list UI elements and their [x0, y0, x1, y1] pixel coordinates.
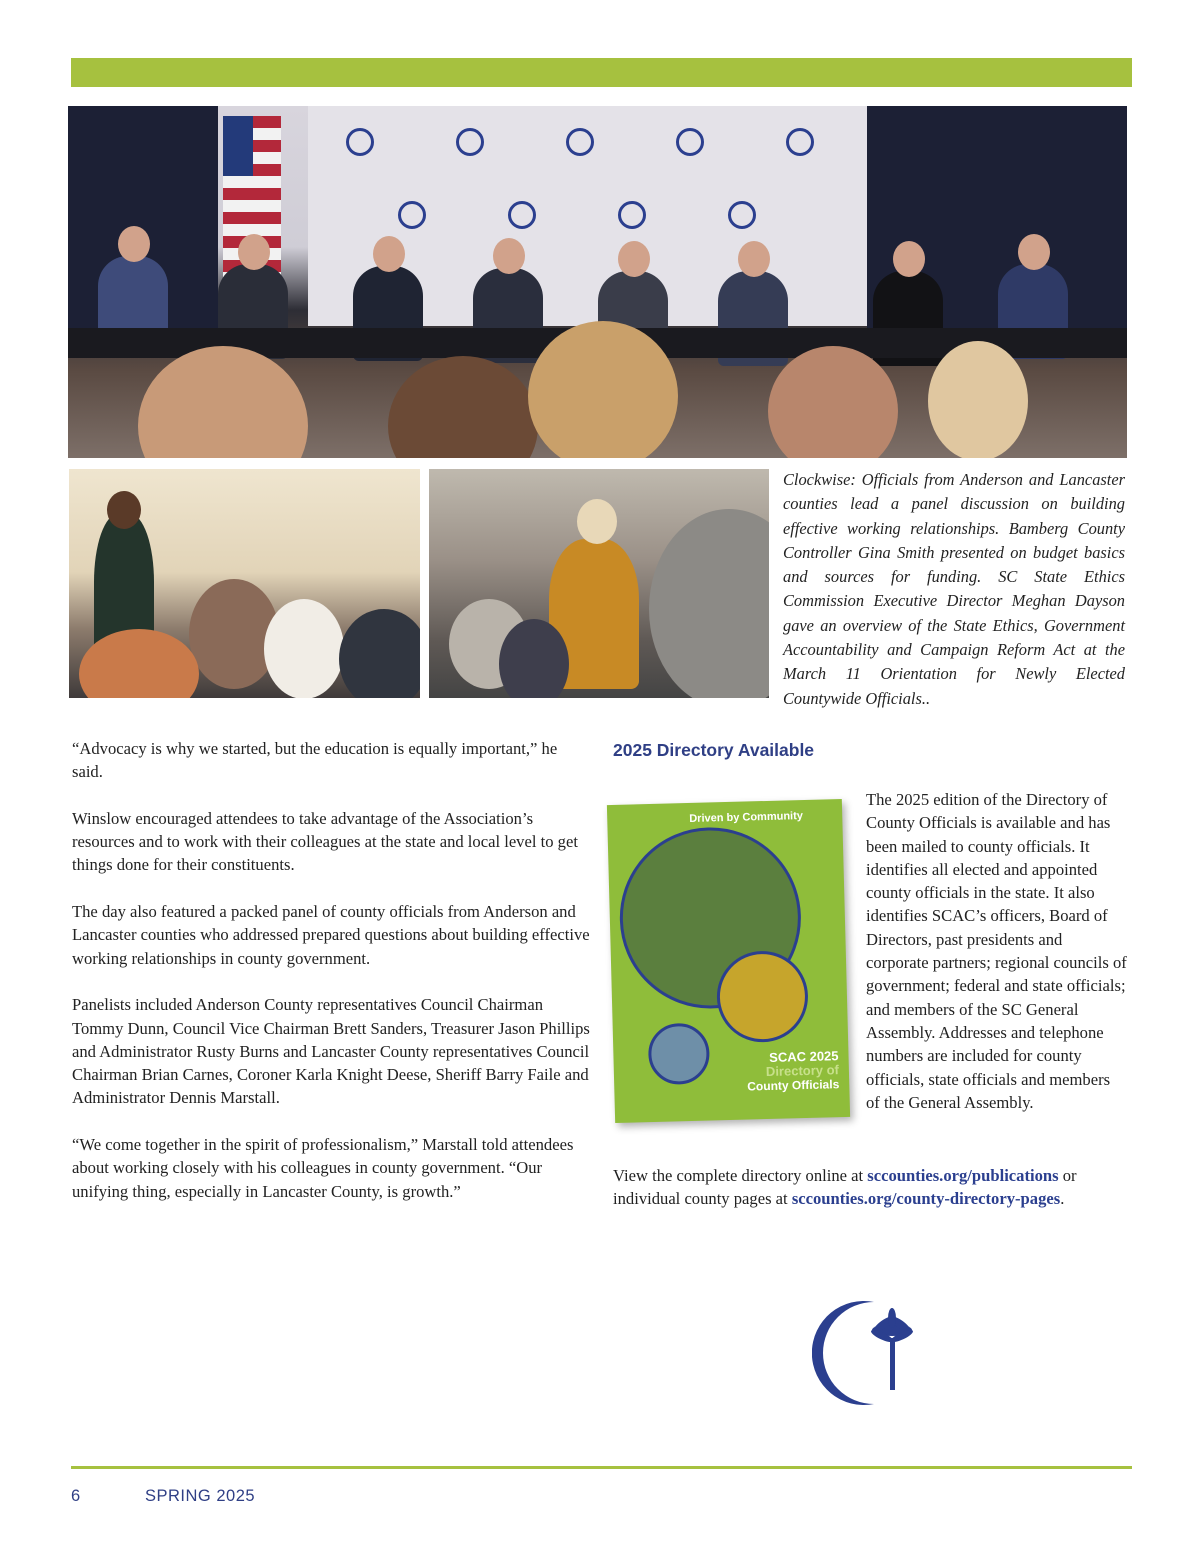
publications-link[interactable]: sccounties.org/publications: [867, 1166, 1059, 1185]
county-directory-pages-link[interactable]: sccounties.org/county-directory-pages: [791, 1189, 1061, 1209]
speaker-photo-gina-smith: [429, 469, 769, 698]
panel-discussion-photo: [68, 106, 1127, 458]
article-paragraph: “We come together in the spirit of professionalism,” Marstall told attendees about working closely with his colleagues in county government. “Our unifying thing, especially in Lancaster County, is growth.”: [72, 1135, 574, 1201]
directory-description: The 2025 edition of the Directory of County Officials is available and has been mailed to county officials. It identifies all elected and appointed county officials in the state. It also identifies SCAC’s officers, Board of Directors, past presidents and corporate partners; regional councils of government; federal and state officials; and members of the SC General Assembly. Addresses and telephone numbers are included for county officials, state officials and members of the General Assembly.: [866, 790, 1127, 1112]
top-accent-bar: [71, 58, 1132, 87]
article-paragraph: Winslow encouraged attendees to take advantage of the Association’s resources and to work with their colleagues at the state and local level to get things done for their constituents.: [72, 808, 578, 875]
directory-cover-image: [607, 799, 850, 1123]
speaker-photo-meghan-dayson: [69, 469, 420, 698]
cover-tagline: Driven by Community: [689, 810, 804, 825]
cover-title: SCAC 2025 Directory of County Officials: [747, 1048, 840, 1094]
page-number: 6: [71, 1487, 81, 1505]
article-paragraph: “Advocacy is why we started, but the education is equally important,” he said.: [72, 739, 558, 782]
article-paragraph: The day also featured a packed panel of county officials from Anderson and Lancaster counties who addressed prepared questions about building effective working relationships in county government.: [72, 902, 590, 968]
directory-heading: 2025 Directory Available: [613, 740, 815, 760]
article-paragraph: Panelists included Anderson County representatives Council Chairman Tommy Dunn, Council Vice Chairman Brett Sanders, Treasurer Jason Phillips and Administrator Rusty Burns and Lancaster County representatives Council Chairman Brian Carnes, Coroner Karla Knight Deese, Sheriff Barry Faile and Administrator Dennis Marstall.: [72, 995, 590, 1108]
directory-links-paragraph: View the complete directory online at sccounties.org/publications or individual county pages at sccounties.org/county-directory-pages.: [613, 1166, 1077, 1209]
scac-palmetto-logo-icon: [812, 1298, 930, 1408]
issue-label: SPRING 2025: [145, 1487, 256, 1505]
footer-rule: [71, 1466, 1132, 1469]
article-body: [72, 737, 590, 1226]
photo-caption: Clockwise: Officials from Anderson and Lancaster counties lead a panel discussion on building effective working relationships. Bamberg County Controller Gina Smith presented on budget basics and sources for funding. SC State Ethics Commission Executive Director Meghan Dayson gave an overview of the State Ethics, Government Accountability and Campaign Reform Act at the March 11 Orientation for Newly Elected Countywide Officials..: [783, 470, 1125, 708]
